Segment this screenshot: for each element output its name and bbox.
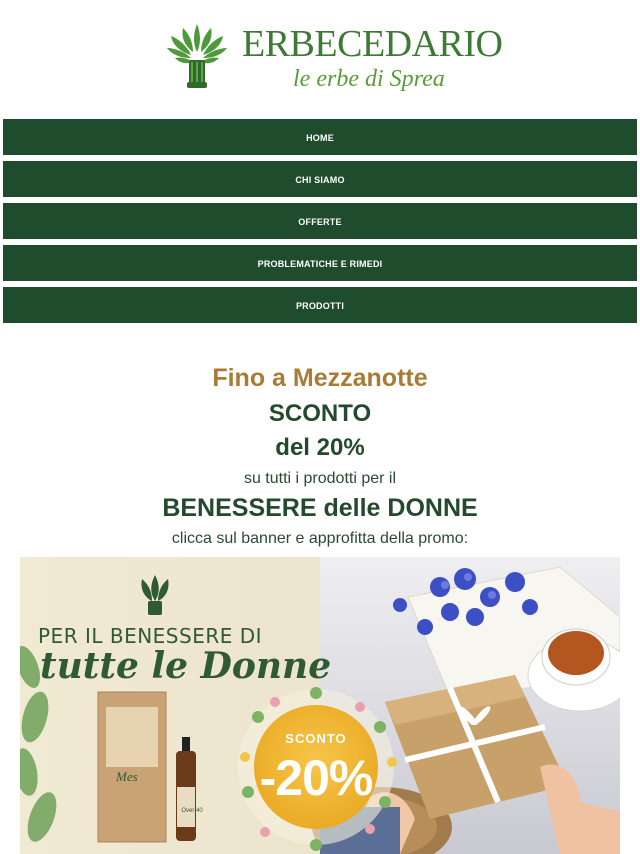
banner-bottle-label: Over 40 [181, 808, 203, 814]
herb-bundle-icon [165, 22, 229, 90]
promo-banner[interactable] [20, 557, 620, 854]
brand-tagline: le erbe di Sprea [293, 66, 445, 92]
brand-name: ERBECEDARIO [242, 23, 503, 65]
nav-item-chi-siamo[interactable]: CHI SIAMO [3, 161, 637, 197]
nav-item-prodotti[interactable]: PRODOTTI [3, 287, 637, 323]
promo-discount-percent: del 20% [275, 434, 365, 461]
promo-category: BENESSERE delle DONNE [162, 494, 478, 522]
banner-artwork [20, 557, 620, 854]
main-nav [3, 119, 637, 329]
banner-title-line2: tutte le Donne [40, 645, 332, 687]
discount-badge-value: -20% [259, 750, 373, 806]
discount-badge-label: SCONTO [285, 731, 347, 746]
promo-sconto: SCONTO [268, 400, 372, 427]
promo-cta-text: clicca sul banner e approfitta della promo: [171, 530, 469, 547]
promo-section [0, 362, 640, 553]
promo-description: su tutti i prodotti per il [243, 470, 397, 487]
banner-pack-label: Mes [116, 769, 138, 784]
nav-item-offerte[interactable]: OFFERTE [3, 203, 637, 239]
brand-logo[interactable] [165, 18, 503, 98]
nav-item-problematiche-e-rimedi[interactable]: PROBLEMATICHE E RIMEDI [3, 245, 637, 281]
banner-title-line1: PER IL BENESSERE DI [38, 624, 263, 648]
promo-headline: Fino a Mezzanotte [212, 364, 428, 392]
nav-item-home[interactable]: HOME [3, 119, 637, 155]
